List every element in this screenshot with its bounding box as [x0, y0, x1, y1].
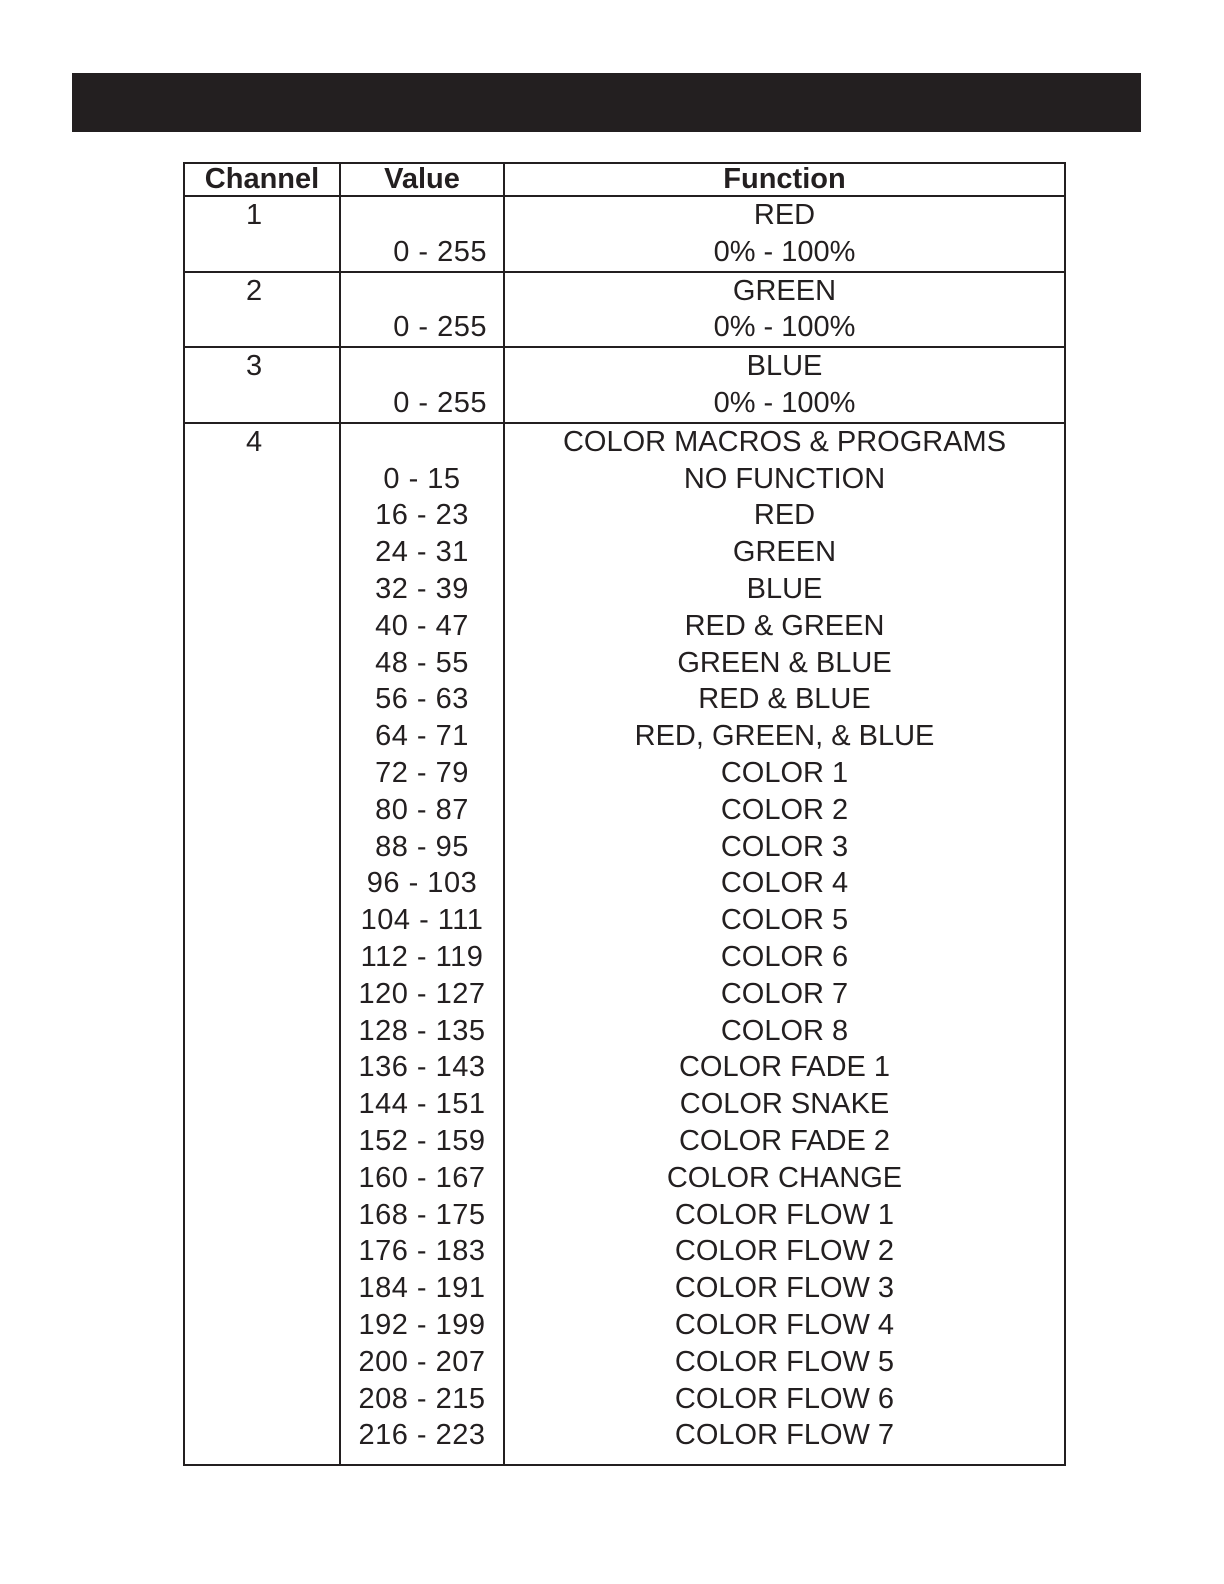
function-label: COLOR FLOW 6 — [504, 1381, 1065, 1418]
table-row — [184, 976, 1065, 1013]
table-row — [184, 718, 1065, 755]
channel-title: GREEN — [504, 272, 1065, 310]
value-range: 152 - 159 — [340, 1123, 504, 1160]
function-label: 0% - 100% — [504, 385, 1065, 423]
table-row — [184, 1160, 1065, 1197]
channel-cell-empty — [184, 1160, 340, 1197]
function-label: RED, GREEN, & BLUE — [504, 718, 1065, 755]
value-range: 0 - 255 — [340, 309, 504, 347]
value-range: 128 - 135 — [340, 1013, 504, 1050]
channel-cell-empty — [184, 571, 340, 608]
channel-cell-empty — [184, 681, 340, 718]
table-row — [184, 385, 1065, 423]
function-label: COLOR FLOW 2 — [504, 1233, 1065, 1270]
channel-cell-empty — [184, 534, 340, 571]
value-range: 176 - 183 — [340, 1233, 504, 1270]
channel-title-row — [184, 272, 1065, 310]
channel-cell-empty — [184, 865, 340, 902]
value-range: 104 - 111 — [340, 902, 504, 939]
function-label: COLOR 5 — [504, 902, 1065, 939]
function-label: COLOR 2 — [504, 792, 1065, 829]
value-range: 120 - 127 — [340, 976, 504, 1013]
value-range: 0 - 255 — [340, 385, 504, 423]
table-row — [184, 792, 1065, 829]
function-label: 0% - 100% — [504, 234, 1065, 272]
table-row — [184, 608, 1065, 645]
table-row — [184, 1381, 1065, 1418]
channel-cell-empty — [184, 1233, 340, 1270]
function-label: COLOR FLOW 5 — [504, 1344, 1065, 1381]
channel-cell-empty — [184, 1381, 340, 1418]
header-channel: Channel — [184, 163, 340, 196]
dmx-channel-table — [183, 162, 1066, 1466]
value-range: 72 - 79 — [340, 755, 504, 792]
function-label: COLOR 8 — [504, 1013, 1065, 1050]
value-range: 40 - 47 — [340, 608, 504, 645]
table-row — [184, 902, 1065, 939]
channel-cell-empty — [184, 902, 340, 939]
function-label: NO FUNCTION — [504, 461, 1065, 498]
function-label: RED & GREEN — [504, 608, 1065, 645]
channel-number: 1 — [184, 196, 340, 234]
channel-cell-empty — [184, 385, 340, 423]
table-row — [184, 1013, 1065, 1050]
value-range: 208 - 215 — [340, 1381, 504, 1418]
value-cell-empty — [340, 196, 504, 234]
table-row — [184, 1233, 1065, 1270]
function-label: COLOR FLOW 7 — [504, 1417, 1065, 1465]
channel-title: RED — [504, 196, 1065, 234]
channel-cell-empty — [184, 645, 340, 682]
function-label: COLOR 3 — [504, 829, 1065, 866]
table-row — [184, 681, 1065, 718]
function-label: COLOR 1 — [504, 755, 1065, 792]
header-function: Function — [504, 163, 1065, 196]
value-range: 192 - 199 — [340, 1307, 504, 1344]
channel-cell-empty — [184, 718, 340, 755]
table-row — [184, 309, 1065, 347]
function-label: COLOR FLOW 3 — [504, 1270, 1065, 1307]
function-label: COLOR 7 — [504, 976, 1065, 1013]
channel-title: BLUE — [504, 347, 1065, 385]
channel-number: 2 — [184, 272, 340, 310]
value-cell-empty — [340, 272, 504, 310]
channel-cell-empty — [184, 755, 340, 792]
value-range: 56 - 63 — [340, 681, 504, 718]
channel-cell-empty — [184, 1197, 340, 1234]
channel-cell-empty — [184, 792, 340, 829]
table-row — [184, 234, 1065, 272]
value-range: 112 - 119 — [340, 939, 504, 976]
table-row — [184, 755, 1065, 792]
value-range: 64 - 71 — [340, 718, 504, 755]
function-label: GREEN & BLUE — [504, 645, 1065, 682]
table-row — [184, 1344, 1065, 1381]
channel-cell-empty — [184, 234, 340, 272]
table-row — [184, 1417, 1065, 1465]
function-label: COLOR CHANGE — [504, 1160, 1065, 1197]
channel-cell-empty — [184, 309, 340, 347]
function-label: COLOR FLOW 4 — [504, 1307, 1065, 1344]
table-body — [184, 196, 1065, 1465]
channel-cell-empty — [184, 1344, 340, 1381]
channel-cell-empty — [184, 1086, 340, 1123]
value-range: 216 - 223 — [340, 1417, 504, 1465]
value-range: 168 - 175 — [340, 1197, 504, 1234]
table-row — [184, 645, 1065, 682]
header-value: Value — [340, 163, 504, 196]
function-label: RED & BLUE — [504, 681, 1065, 718]
channel-cell-empty — [184, 1049, 340, 1086]
value-range: 184 - 191 — [340, 1270, 504, 1307]
channel-cell-empty — [184, 497, 340, 534]
function-label: COLOR 4 — [504, 865, 1065, 902]
table-row — [184, 497, 1065, 534]
value-range: 200 - 207 — [340, 1344, 504, 1381]
value-range: 0 - 15 — [340, 461, 504, 498]
value-range: 48 - 55 — [340, 645, 504, 682]
value-range: 136 - 143 — [340, 1049, 504, 1086]
value-cell-empty — [340, 423, 504, 461]
function-label: 0% - 100% — [504, 309, 1065, 347]
function-label: GREEN — [504, 534, 1065, 571]
value-range: 144 - 151 — [340, 1086, 504, 1123]
value-range: 80 - 87 — [340, 792, 504, 829]
value-range: 32 - 39 — [340, 571, 504, 608]
table-row — [184, 1086, 1065, 1123]
channel-title-row — [184, 423, 1065, 461]
table-row — [184, 461, 1065, 498]
channel-cell-empty — [184, 1123, 340, 1160]
table-row — [184, 865, 1065, 902]
table-row — [184, 1270, 1065, 1307]
channel-cell-empty — [184, 939, 340, 976]
function-label: COLOR FADE 1 — [504, 1049, 1065, 1086]
value-range: 16 - 23 — [340, 497, 504, 534]
value-range: 88 - 95 — [340, 829, 504, 866]
channel-cell-empty — [184, 829, 340, 866]
function-label: COLOR 6 — [504, 939, 1065, 976]
value-range: 24 - 31 — [340, 534, 504, 571]
function-label: COLOR FADE 2 — [504, 1123, 1065, 1160]
table-row — [184, 829, 1065, 866]
value-range: 96 - 103 — [340, 865, 504, 902]
table-row — [184, 571, 1065, 608]
table-row — [184, 1049, 1065, 1086]
channel-title-row — [184, 196, 1065, 234]
function-label: BLUE — [504, 571, 1065, 608]
table-row — [184, 1307, 1065, 1344]
value-cell-empty — [340, 347, 504, 385]
value-range: 0 - 255 — [340, 234, 504, 272]
function-label: RED — [504, 497, 1065, 534]
channel-cell-empty — [184, 1013, 340, 1050]
function-label: COLOR FLOW 1 — [504, 1197, 1065, 1234]
channel-cell-empty — [184, 461, 340, 498]
channel-cell-empty — [184, 1270, 340, 1307]
function-label: COLOR SNAKE — [504, 1086, 1065, 1123]
header-bar — [72, 73, 1141, 132]
channel-cell-empty — [184, 608, 340, 645]
channel-number: 3 — [184, 347, 340, 385]
table-header-row — [184, 163, 1065, 196]
channel-cell-empty — [184, 1307, 340, 1344]
value-range: 160 - 167 — [340, 1160, 504, 1197]
table-row — [184, 1123, 1065, 1160]
table-row — [184, 534, 1065, 571]
table-row — [184, 939, 1065, 976]
channel-title: COLOR MACROS & PROGRAMS — [504, 423, 1065, 461]
channel-cell-empty — [184, 976, 340, 1013]
table-row — [184, 1197, 1065, 1234]
channel-title-row — [184, 347, 1065, 385]
channel-cell-empty — [184, 1417, 340, 1465]
channel-number: 4 — [184, 423, 340, 461]
